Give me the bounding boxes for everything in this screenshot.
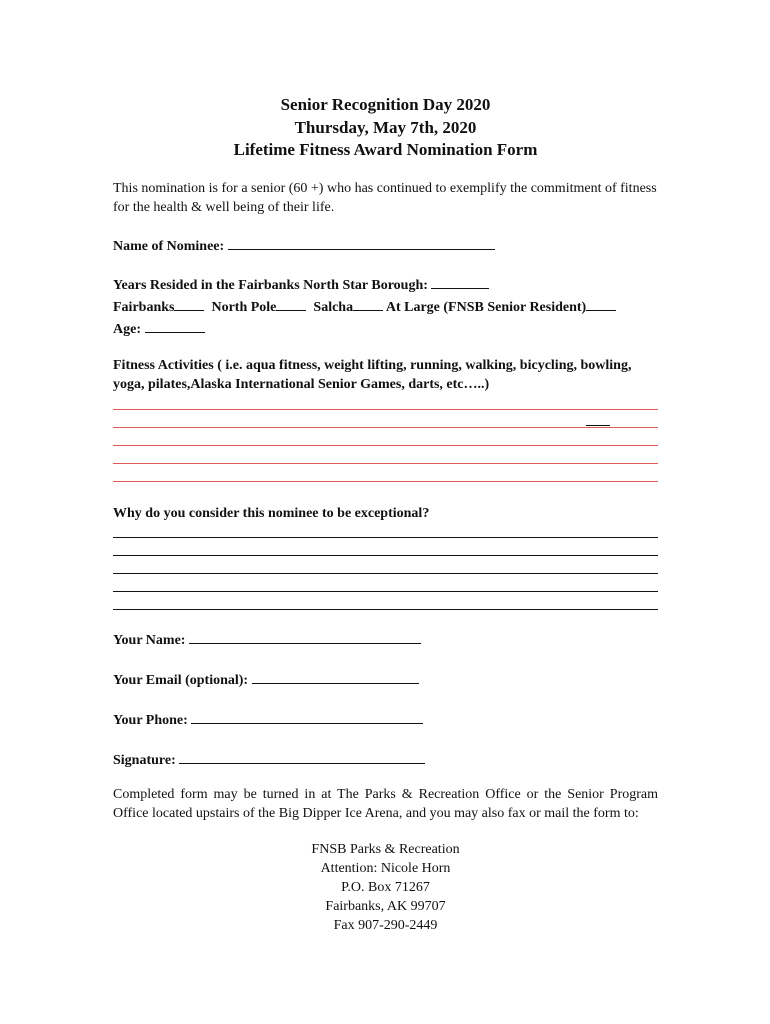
age-row: [113, 317, 658, 339]
fitness-line-mark: [586, 425, 610, 426]
exceptional-line-1[interactable]: [113, 537, 658, 538]
fitness-line-3[interactable]: [113, 445, 658, 446]
years-resided-field[interactable]: [431, 273, 489, 289]
exceptional-lines[interactable]: [113, 537, 658, 610]
years-resided-row: [113, 273, 658, 295]
salcha-field[interactable]: [353, 295, 383, 311]
intro-text: This nomination is for a senior (60 +) who has continued to exemplify the commitment of fitness for the health & well being of their life.: [113, 180, 657, 215]
your-phone-field[interactable]: [191, 708, 423, 724]
north-pole-label: North Pole: [211, 299, 277, 315]
address-line-1: FNSB Parks & Recreation: [311, 841, 460, 857]
fitness-activities-label: Fitness Activities ( i.e. aqua fitness, weight lifting, running, walking, bicycling, bowling, yoga, pilates,Alaska International Senior Games, darts, etc…..): [113, 357, 632, 392]
fitness-activities-lines[interactable]: [113, 409, 658, 482]
your-name-field[interactable]: [189, 628, 421, 644]
your-phone-label: Your Phone:: [113, 712, 188, 728]
nominee-name-field[interactable]: [228, 234, 495, 250]
address-line-2: Attention: Nicole Horn: [320, 860, 451, 876]
age-field[interactable]: [145, 317, 205, 333]
fitness-line-2[interactable]: [113, 427, 658, 428]
signature-field[interactable]: [179, 748, 425, 764]
signature-row: [113, 748, 658, 770]
years-resided-label: Years Resided in the Fairbanks North Star Borough:: [113, 277, 428, 293]
at-large-label: At Large (FNSB Senior Resident): [385, 299, 587, 315]
at-large-field[interactable]: [586, 295, 616, 311]
age-label: Age:: [113, 321, 141, 337]
title-line-2: Thursday, May 7th, 2020: [294, 117, 477, 137]
mailing-address: [113, 840, 658, 935]
nominee-name-label: Name of Nominee:: [113, 238, 225, 254]
your-email-label: Your Email (optional):: [113, 672, 249, 688]
north-pole-field[interactable]: [276, 295, 306, 311]
title-line-3: Lifetime Fitness Award Nomination Form: [233, 140, 538, 159]
fairbanks-label: Fairbanks: [113, 299, 175, 315]
nominee-name-row: [113, 234, 658, 256]
your-email-field[interactable]: [252, 668, 419, 684]
your-name-label: Your Name:: [113, 632, 186, 648]
your-email-row: [113, 668, 658, 690]
exceptional-line-3[interactable]: [113, 573, 658, 574]
residence-options-row: [113, 295, 658, 317]
your-name-row: [113, 628, 658, 650]
address-line-5: Fax 907-290-2449: [333, 917, 438, 933]
form-title: [113, 94, 658, 162]
fitness-line-5[interactable]: [113, 481, 658, 482]
exceptional-line-5[interactable]: [113, 609, 658, 610]
nomination-form: [113, 94, 658, 935]
salcha-label: Salcha: [313, 299, 354, 315]
exceptional-label: Why do you consider this nominee to be exceptional?: [113, 505, 430, 521]
exceptional-line-4[interactable]: [113, 591, 658, 592]
fairbanks-field[interactable]: [174, 295, 204, 311]
address-line-4: Fairbanks, AK 99707: [325, 898, 446, 914]
your-phone-row: [113, 708, 658, 730]
title-line-1: Senior Recognition Day 2020: [280, 95, 491, 114]
fitness-line-1[interactable]: [113, 409, 658, 410]
exceptional-line-2[interactable]: [113, 555, 658, 556]
fitness-line-4[interactable]: [113, 463, 658, 464]
address-line-3: P.O. Box 71267: [341, 879, 430, 895]
signature-label: Signature:: [113, 752, 176, 768]
closing-instructions: Completed form may be turned in at The Parks & Recreation Office or the Senior Program Office located upstairs of the Big Dipper Ice Arena, and you may also fax or mail the form to:: [113, 786, 658, 821]
